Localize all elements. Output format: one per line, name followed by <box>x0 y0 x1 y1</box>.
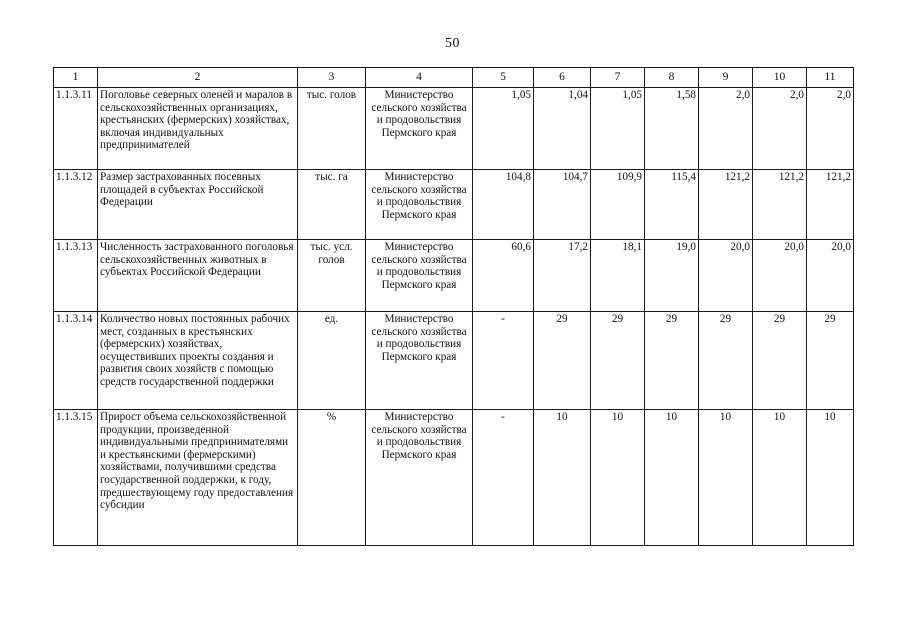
indicator-name: Численность застрахованного поголовья сельскохозяйственных животных в субъектах Российской Федерации <box>98 240 298 312</box>
value-cell: 104,8 <box>473 170 534 240</box>
value-cell: 10 <box>591 410 645 546</box>
value-cell: 17,2 <box>534 240 591 312</box>
value-cell: 29 <box>534 312 591 410</box>
indicator-code: 1.1.3.12 <box>54 170 98 240</box>
value-cell: 2,0 <box>753 88 807 170</box>
value-cell: - <box>473 312 534 410</box>
responsible-org: Министерство сельского хозяйства и продовольствия Пермского края <box>366 312 473 410</box>
value-cell: 121,2 <box>807 170 854 240</box>
header-cell: 2 <box>98 68 298 88</box>
indicators-table <box>53 67 854 546</box>
table-row <box>54 88 854 170</box>
value-cell: 121,2 <box>753 170 807 240</box>
header-cell: 7 <box>591 68 645 88</box>
responsible-org: Министерство сельского хозяйства и продовольствия Пермского края <box>366 240 473 312</box>
value-cell: 115,4 <box>645 170 699 240</box>
value-cell: 1,05 <box>591 88 645 170</box>
table-row <box>54 170 854 240</box>
header-cell: 4 <box>366 68 473 88</box>
value-cell: 10 <box>807 410 854 546</box>
header-cell: 3 <box>298 68 366 88</box>
indicator-name: Размер застрахованных посевных площадей в субъектах Российской Федерации <box>98 170 298 240</box>
header-cell: 6 <box>534 68 591 88</box>
value-cell: 29 <box>807 312 854 410</box>
header-row <box>54 68 854 88</box>
value-cell: 20,0 <box>753 240 807 312</box>
indicator-name: Количество новых постоянных рабочих мест, созданных в крестьянских (фермерских) хозяйствах, осуществивших проекты создания и развития своих хозяйств с помощью средств государственной поддержки <box>98 312 298 410</box>
value-cell: 121,2 <box>699 170 753 240</box>
header-cell: 9 <box>699 68 753 88</box>
value-cell: 29 <box>645 312 699 410</box>
value-cell: 1,04 <box>534 88 591 170</box>
indicator-unit: % <box>298 410 366 546</box>
value-cell: 20,0 <box>807 240 854 312</box>
value-cell: 29 <box>753 312 807 410</box>
value-cell: 19,0 <box>645 240 699 312</box>
value-cell: 10 <box>534 410 591 546</box>
indicator-unit: тыс. га <box>298 170 366 240</box>
table-row <box>54 410 854 546</box>
header-cell: 10 <box>753 68 807 88</box>
indicator-unit: тыс. усл. голов <box>298 240 366 312</box>
value-cell: 10 <box>753 410 807 546</box>
value-cell: 1,58 <box>645 88 699 170</box>
value-cell: 2,0 <box>699 88 753 170</box>
table-row <box>54 240 854 312</box>
value-cell: - <box>473 410 534 546</box>
header-cell: 1 <box>54 68 98 88</box>
responsible-org: Министерство сельского хозяйства и продовольствия Пермского края <box>366 88 473 170</box>
value-cell: 18,1 <box>591 240 645 312</box>
responsible-org: Министерство сельского хозяйства и продовольствия Пермского края <box>366 170 473 240</box>
indicator-name: Поголовье северных оленей и маралов в сельскохозяйственных организациях, крестьянских (фермерских) хозяйствах, включая индивидуальных предпринимателей <box>98 88 298 170</box>
header-cell: 5 <box>473 68 534 88</box>
header-cell: 8 <box>645 68 699 88</box>
value-cell: 10 <box>645 410 699 546</box>
header-cell: 11 <box>807 68 854 88</box>
value-cell: 2,0 <box>807 88 854 170</box>
responsible-org: Министерство сельского хозяйства и продовольствия Пермского края <box>366 410 473 546</box>
value-cell: 20,0 <box>699 240 753 312</box>
table-row <box>54 312 854 410</box>
value-cell: 10 <box>699 410 753 546</box>
value-cell: 104,7 <box>534 170 591 240</box>
page-number: 50 <box>445 36 460 51</box>
indicator-code: 1.1.3.11 <box>54 88 98 170</box>
value-cell: 29 <box>699 312 753 410</box>
value-cell: 60,6 <box>473 240 534 312</box>
indicator-name: Прирост объема сельскохозяйственной продукции, произведенной индивидуальными предпринимателями и крестьянскими (фермерскими) хозяйствами, получившими средства государственной поддержки, к году, предшествующему году предоставления субсидии <box>98 410 298 546</box>
value-cell: 29 <box>591 312 645 410</box>
indicator-code: 1.1.3.13 <box>54 240 98 312</box>
indicator-code: 1.1.3.15 <box>54 410 98 546</box>
value-cell: 109,9 <box>591 170 645 240</box>
indicator-code: 1.1.3.14 <box>54 312 98 410</box>
indicator-unit: тыс. голов <box>298 88 366 170</box>
value-cell: 1,05 <box>473 88 534 170</box>
indicator-unit: ед. <box>298 312 366 410</box>
